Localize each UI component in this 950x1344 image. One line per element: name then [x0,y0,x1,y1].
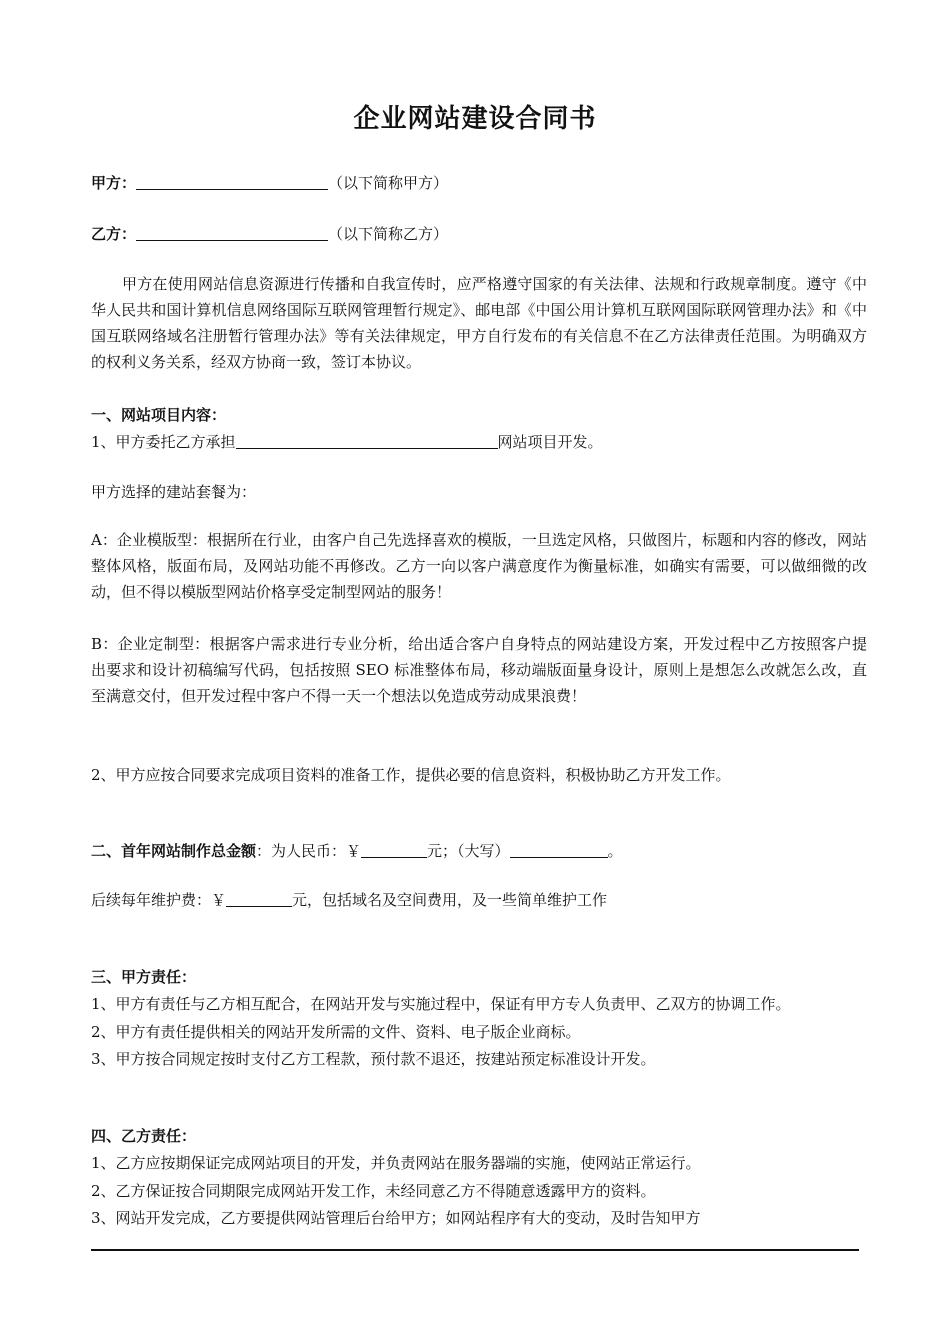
section3-item: 1、甲方有责任与乙方相互配合，在网站开发与实施过程中，保证有甲方专人负责甲、乙双方的协调工作。 [91,995,791,1013]
section1-item2: 2、甲方应按合同要求完成项目资料的准备工作，提供必要的信息资料，积极协助乙方开发工作。 [91,766,731,784]
party-a-blank[interactable] [136,173,328,190]
amount-blank[interactable] [361,841,427,858]
section3-item: 3、甲方按合同规定按时支付乙方工程款，预付款不退还，按建站预定标准设计开发。 [91,1050,656,1068]
section4-item: 2、乙方保证按合同期限完成网站开发工作，未经同意乙方不得随意透露甲方的资料。 [91,1182,656,1200]
maintenance-blank[interactable] [226,890,292,907]
section2-amount-line [91,841,623,861]
section3-item: 2、甲方有责任提供相关的网站开发所需的文件、资料、电子版企业商标。 [91,1023,581,1041]
party-a-note: （以下简称甲方） [328,174,449,192]
maintenance-suffix: 元，包括域名及空间费用，及一些简单维护工作 [292,891,608,909]
item1-suffix: 网站项目开发。 [497,433,603,451]
document-title: 企业网站建设合同书 [353,104,597,134]
item1-prefix: 1、甲方委托乙方承担 [91,433,236,451]
party-b-label: 乙方： [91,225,137,243]
amount-end: 。 [607,842,623,860]
package-intro: 甲方选择的建站套餐为： [91,483,257,501]
footer-divider [91,1249,859,1251]
party-a-label: 甲方： [91,174,137,192]
project-name-blank[interactable] [236,432,498,449]
section3-heading: 三、甲方责任： [91,968,197,986]
option-a-paragraph: A：企业模版型：根据所在行业，由客户自己先选择喜欢的模版，一旦选定风格，只做图片，标题和内容的修改，网站整体风格，版面布局，及网站功能不再修改。乙方一向以客户满意度作为衡量标准，如确实有需要，可以做细微的改动，但不得以模版型网站价格享受定制型网站的服务！ [91,531,867,601]
option-b-paragraph: B：企业定制型：根据客户需求进行专业分析，给出适合客户自身特点的网站建设方案，开发过程中乙方按照客户提出要求和设计初稿编写代码，包括按照 SEO 标准整体布局，移动端版面量身设计，原则上是想怎么改就怎么改，直至满意交付，但开发过程中客户不得一天一个想法以免造成劳动成果浪费！ [91,635,867,705]
section2-heading: 二、首年网站制作总金额 [91,842,257,860]
section4-item: 1、乙方应按期保证完成网站项目的开发，并负责网站在服务器端的实施，使网站正常运行。 [91,1154,701,1172]
maintenance-prefix: 后续每年维护费：￥ [91,891,227,909]
section1-item1 [91,432,603,452]
section4-item: 3、网站开发完成，乙方要提供网站管理后台给甲方；如网站程序有大的变动，及时告知甲方 [91,1209,701,1227]
amount-words-blank[interactable] [510,841,608,858]
intro-paragraph: 甲方在使用网站信息资源进行传播和自我宣传时，应严格遵守国家的有关法律、法规和行政规章制度。遵守《中华人民共和国计算机信息网络国际互联网管理暂行规定》、邮电部《中国公用计算机互联网国际联网管理办法》和《中国互联网络域名注册暂行管理办法》等有关法律规定，甲方自行发布的有关信息不在乙方法律责任范围。为明确双方的权利义务关系，经双方协商一致，签订本协议。 [91,275,867,371]
party-a-line [91,173,448,193]
section4-heading: 四、乙方责任： [91,1127,197,1145]
party-b-note: （以下简称乙方） [328,225,449,243]
section1-heading: 一、网站项目内容： [91,406,227,424]
party-b-line [91,224,448,244]
party-b-blank[interactable] [136,224,328,241]
maintenance-line [91,890,607,910]
rmb-prefix: ：为人民币：￥ [256,842,362,860]
yuan-text: 元；（大写） [427,842,510,860]
